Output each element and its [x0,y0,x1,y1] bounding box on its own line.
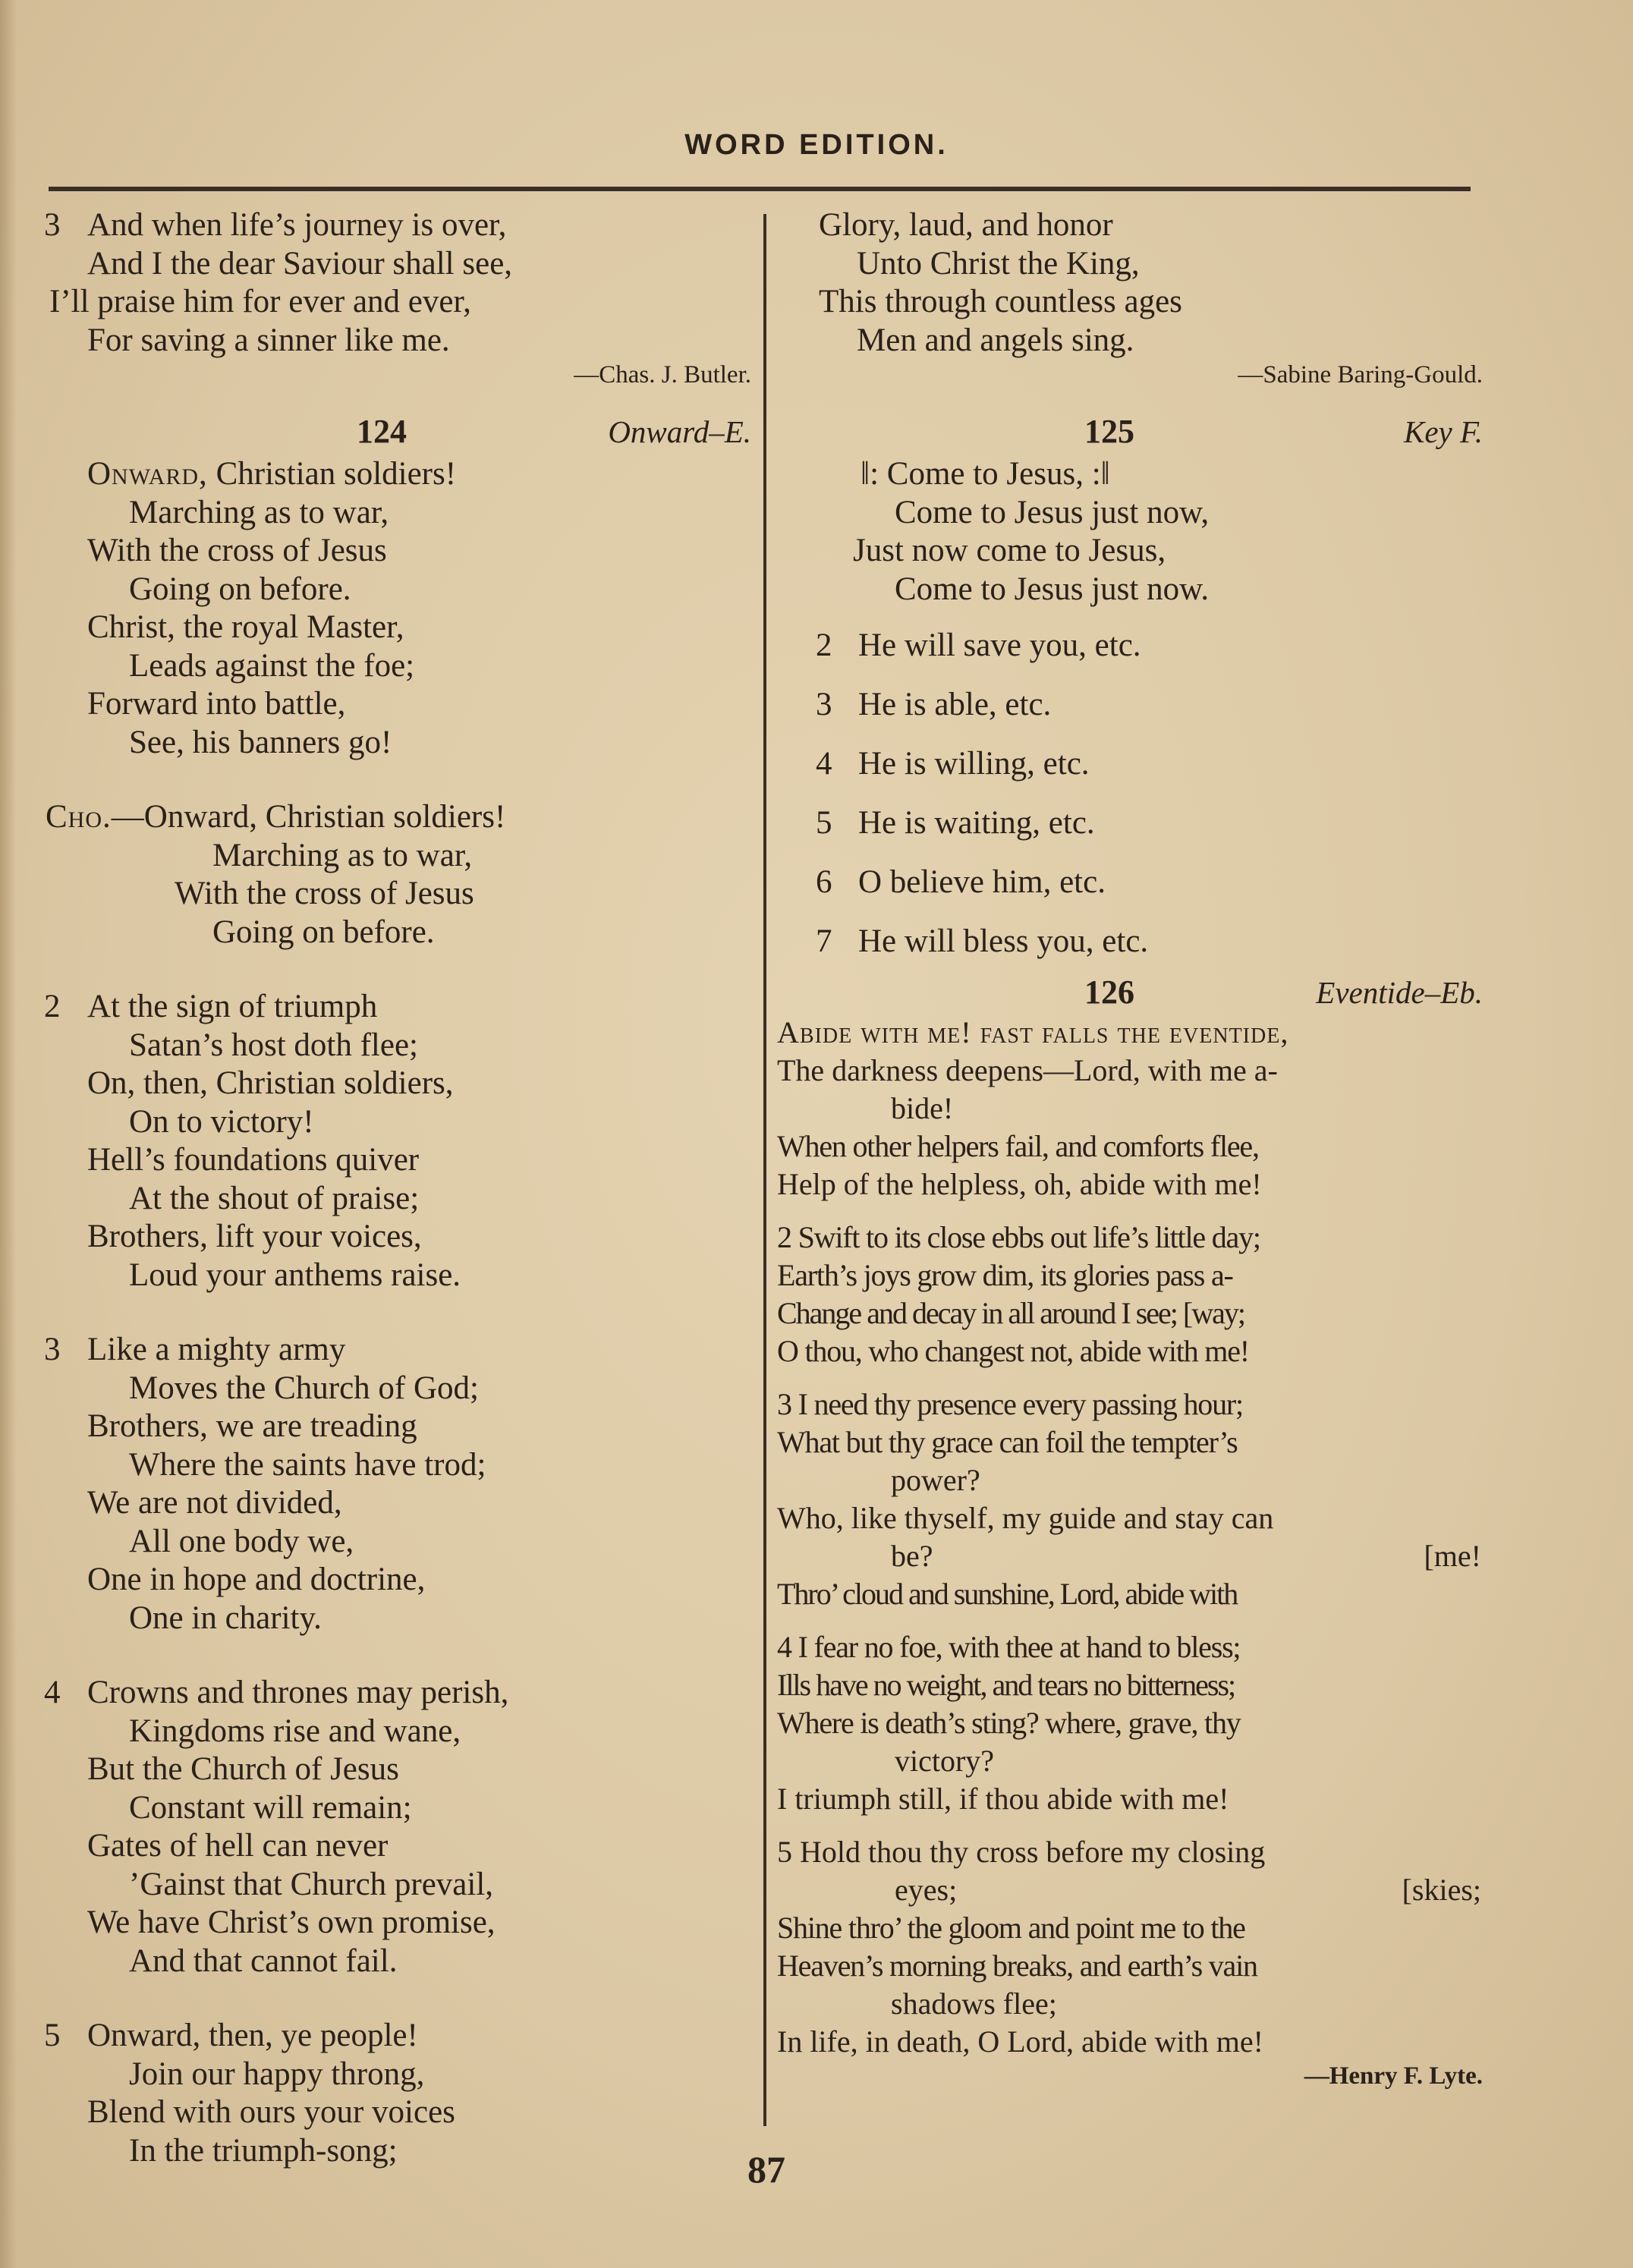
verse-number: 4 [816,746,832,782]
verse-line: victory? [895,1744,995,1778]
hymn-heading [46,408,759,455]
verse-line: Earth’s joys grow dim, its glories pass a- [777,1258,1233,1292]
verse-line: Loud your anthems raise. [129,1257,461,1293]
verse-line: On, then, Christian soldiers, [87,1065,454,1101]
verse-line: Forward into battle, [87,686,346,722]
verse-line: bide! [891,1091,954,1125]
hymn-tune: Key F. [1403,414,1483,449]
hymn-number: 126 [1084,974,1134,1011]
verse-line: Going on before. [212,914,435,950]
verse-line: 3 And when life’s journey is over, [46,206,759,245]
verse-line: Who, like thyself, my guide and stay can [777,1501,1274,1535]
verse-line: Onward, Christian soldiers! [87,456,457,492]
verse-number: 5 [777,1835,792,1869]
verse-line: Where is death’s sting? where, grave, thy [777,1706,1241,1740]
verse-line: This through countless ages [819,284,1182,319]
verse-line: Marching as to war, [212,837,473,873]
verse-line: At the shout of praise; [129,1180,420,1216]
verse-line: In the triumph-song; [129,2132,398,2169]
verse-3 [777,1386,1490,1613]
verse-number: 3 [777,1387,791,1421]
verse-line: Constant will remain; [129,1789,412,1826]
hymn-heading [777,971,1490,1014]
verse-line: Glory, laud, and honor [819,207,1113,243]
verse-line: Just now come to Jesus, [853,533,1166,568]
verse-3 [46,1331,759,1637]
verse-line: One in hope and doctrine, [87,1562,426,1597]
verse-line: power? [891,1463,980,1497]
author-attribution: —Henry F. Lyte. [1304,2062,1483,2090]
verse-line: For saving a sinner like me. [87,322,450,358]
verse-number: 3 [44,207,61,243]
verse-line: 4 Crowns and thrones may perish, [46,1674,759,1713]
list-item: 7 He will bless you, etc. [777,912,1490,971]
verse-number: 2 [816,628,832,663]
verse-line: When other helpers fail, and comforts flee, [777,1129,1259,1163]
verse-line: Come to Jesus just now, [895,494,1210,530]
list-item: 5 He is waiting, etc. [777,794,1490,853]
verse-line: Abide with me! fast falls the eventide, [777,1015,1289,1049]
verse-line: Hell’s foundations quiver [87,1142,420,1178]
verse-number: 2 [777,1220,791,1254]
verse-2 [777,1219,1490,1370]
verse-number: 3 [44,1332,61,1367]
verse-line: 4 I fear no foe, with thee at hand to bless; [777,1630,1241,1664]
verse-line: 5 Hold thou thy cross before my closing [777,1835,1266,1869]
verse-line: Going on before. [129,571,351,607]
verse-line: O thou, who changest not, abide with me! [777,1334,1249,1368]
verse-line: Unto Christ the King, [857,245,1140,282]
verse-line: Blend with ours your voices [87,2094,455,2130]
header-rule [49,187,1471,191]
verse-line: Come to Jesus just now. [895,571,1210,607]
verse-1 [777,1014,1490,1203]
list-item: 2 He will save you, etc. [777,616,1490,675]
verse-line: Brothers, lift your voices, [87,1219,422,1254]
verse-line: Heaven’s morning breaks, and earth’s vain [777,1949,1257,1983]
verse-continuation [777,206,1490,393]
column-divider [763,214,766,2126]
verse-line: Ills have no weight, and tears no bitterness; [777,1668,1235,1702]
verse-line: ‖: Come to Jesus, :‖ [861,456,1110,492]
chorus [46,798,759,952]
verse-line: And that cannot fail. [129,1942,398,1979]
verse-line: Help of the helpless, oh, abide with me! [777,1167,1262,1201]
verse-line: Thro’ cloud and sunshine, Lord, abide with [777,1577,1238,1611]
verse-line: Marching as to war, [129,494,389,530]
verse-line: Leads against the foe; [129,647,415,684]
verse-number: 4 [777,1630,791,1664]
verse-list [777,616,1490,971]
verse-line: be? [me! [891,1539,1481,1573]
verse-line: Gates of hell can never [87,1828,389,1864]
list-item: 6 O believe him, etc. [777,853,1490,912]
verse-line: The darkness deepens—Lord, with me a- [777,1053,1278,1087]
verse-number: 5 [816,805,832,841]
verse-4 [777,1628,1490,1818]
hymn-number: 124 [357,413,407,450]
verse-line: What but thy grace can foil the tempter’s [777,1425,1238,1459]
verse-line: With the cross of Jesus [175,876,474,911]
verse-line: Christ, the royal Master, [87,609,404,645]
verse-line: Men and angels sing. [857,322,1134,358]
verse-line: Shine thro’ the gloom and point me to the [777,1911,1245,1945]
verse-line: See, his banners go! [129,724,392,760]
verse-line: Change and decay in all around I see; [way; [777,1296,1244,1330]
verse-line: Satan’s host doth flee; [129,1027,418,1063]
verse-number: 7 [816,923,832,959]
verse-line: Join our happy throng, [129,2056,425,2092]
verse-2 [46,988,759,1294]
verse-line: 2 At the sign of triumph [46,988,759,1027]
verse-number: 2 [44,989,61,1024]
verse-number: 6 [816,864,832,900]
verse-line: In life, in death, O Lord, abide with me! [777,2024,1263,2059]
verse-line: 5 Onward, then, ye people! [46,2017,759,2056]
verse-previous [46,206,759,393]
hymn-tune: Onward–E. [608,414,751,449]
verse-line: All one body we, [129,1523,354,1559]
verse-line: Where the saints have trod; [129,1446,486,1483]
verse-line: 3 I need thy presence every passing hour; [777,1387,1243,1421]
author-attribution: —Sabine Baring-Gould. [1238,361,1483,388]
verse-5 [777,1833,1490,2061]
author-attribution: —Chas. J. Butler. [574,361,751,388]
verse-5 [46,2017,759,2170]
hymn-heading [777,408,1490,455]
verse-line: Kingdoms rise and wane, [129,1713,461,1749]
left-column [46,206,759,2170]
verse-line: But the Church of Jesus [87,1751,399,1787]
verse-line: shadows flee; [891,1986,1057,2021]
verse-line: 2 Swift to its close ebbs out life’s little day; [777,1220,1260,1254]
verse-line: On to victory! [129,1103,314,1140]
chorus-label: Cho. [46,799,112,835]
verse-line: 3 Like a mighty army [46,1331,759,1370]
hymn-tune: Eventide–Eb. [1316,975,1483,1010]
verse-line: Moves the Church of God; [129,1370,479,1406]
verse-line: We have Christ’s own promise, [87,1905,496,1940]
verse-line: I’ll praise him for ever and ever, [49,284,471,319]
verse-1 [46,455,759,762]
verse-line: ’Gainst that Church prevail, [129,1866,494,1902]
verse-4 [46,1674,759,1980]
page-edge-shadow [0,0,17,2268]
hymn-number: 125 [1084,413,1134,450]
verse-line: And I the dear Saviour shall see, [87,245,513,282]
verse-line: Cho.—Onward, Christian soldiers! [46,799,506,835]
page-header: WORD EDITION. [684,129,949,161]
right-column [777,206,1490,2094]
list-item: 3 He is able, etc. [777,675,1490,735]
verse-line: Brothers, we are treading [87,1408,417,1444]
page-number: 87 [747,2148,785,2191]
verse-line: We are not divided, [87,1485,342,1521]
verse-number: 5 [44,2018,61,2053]
verse-number: 4 [44,1675,61,1710]
verse-line: With the cross of Jesus [87,533,387,568]
verse-line: I triumph still, if thou abide with me! [777,1782,1229,1816]
verse-line: eyes; [skies; [895,1873,1481,1907]
list-item: 4 He is willing, etc. [777,735,1490,794]
verse-line: One in charity. [129,1600,322,1636]
verse-number: 3 [816,687,832,722]
refrain [777,455,1490,609]
